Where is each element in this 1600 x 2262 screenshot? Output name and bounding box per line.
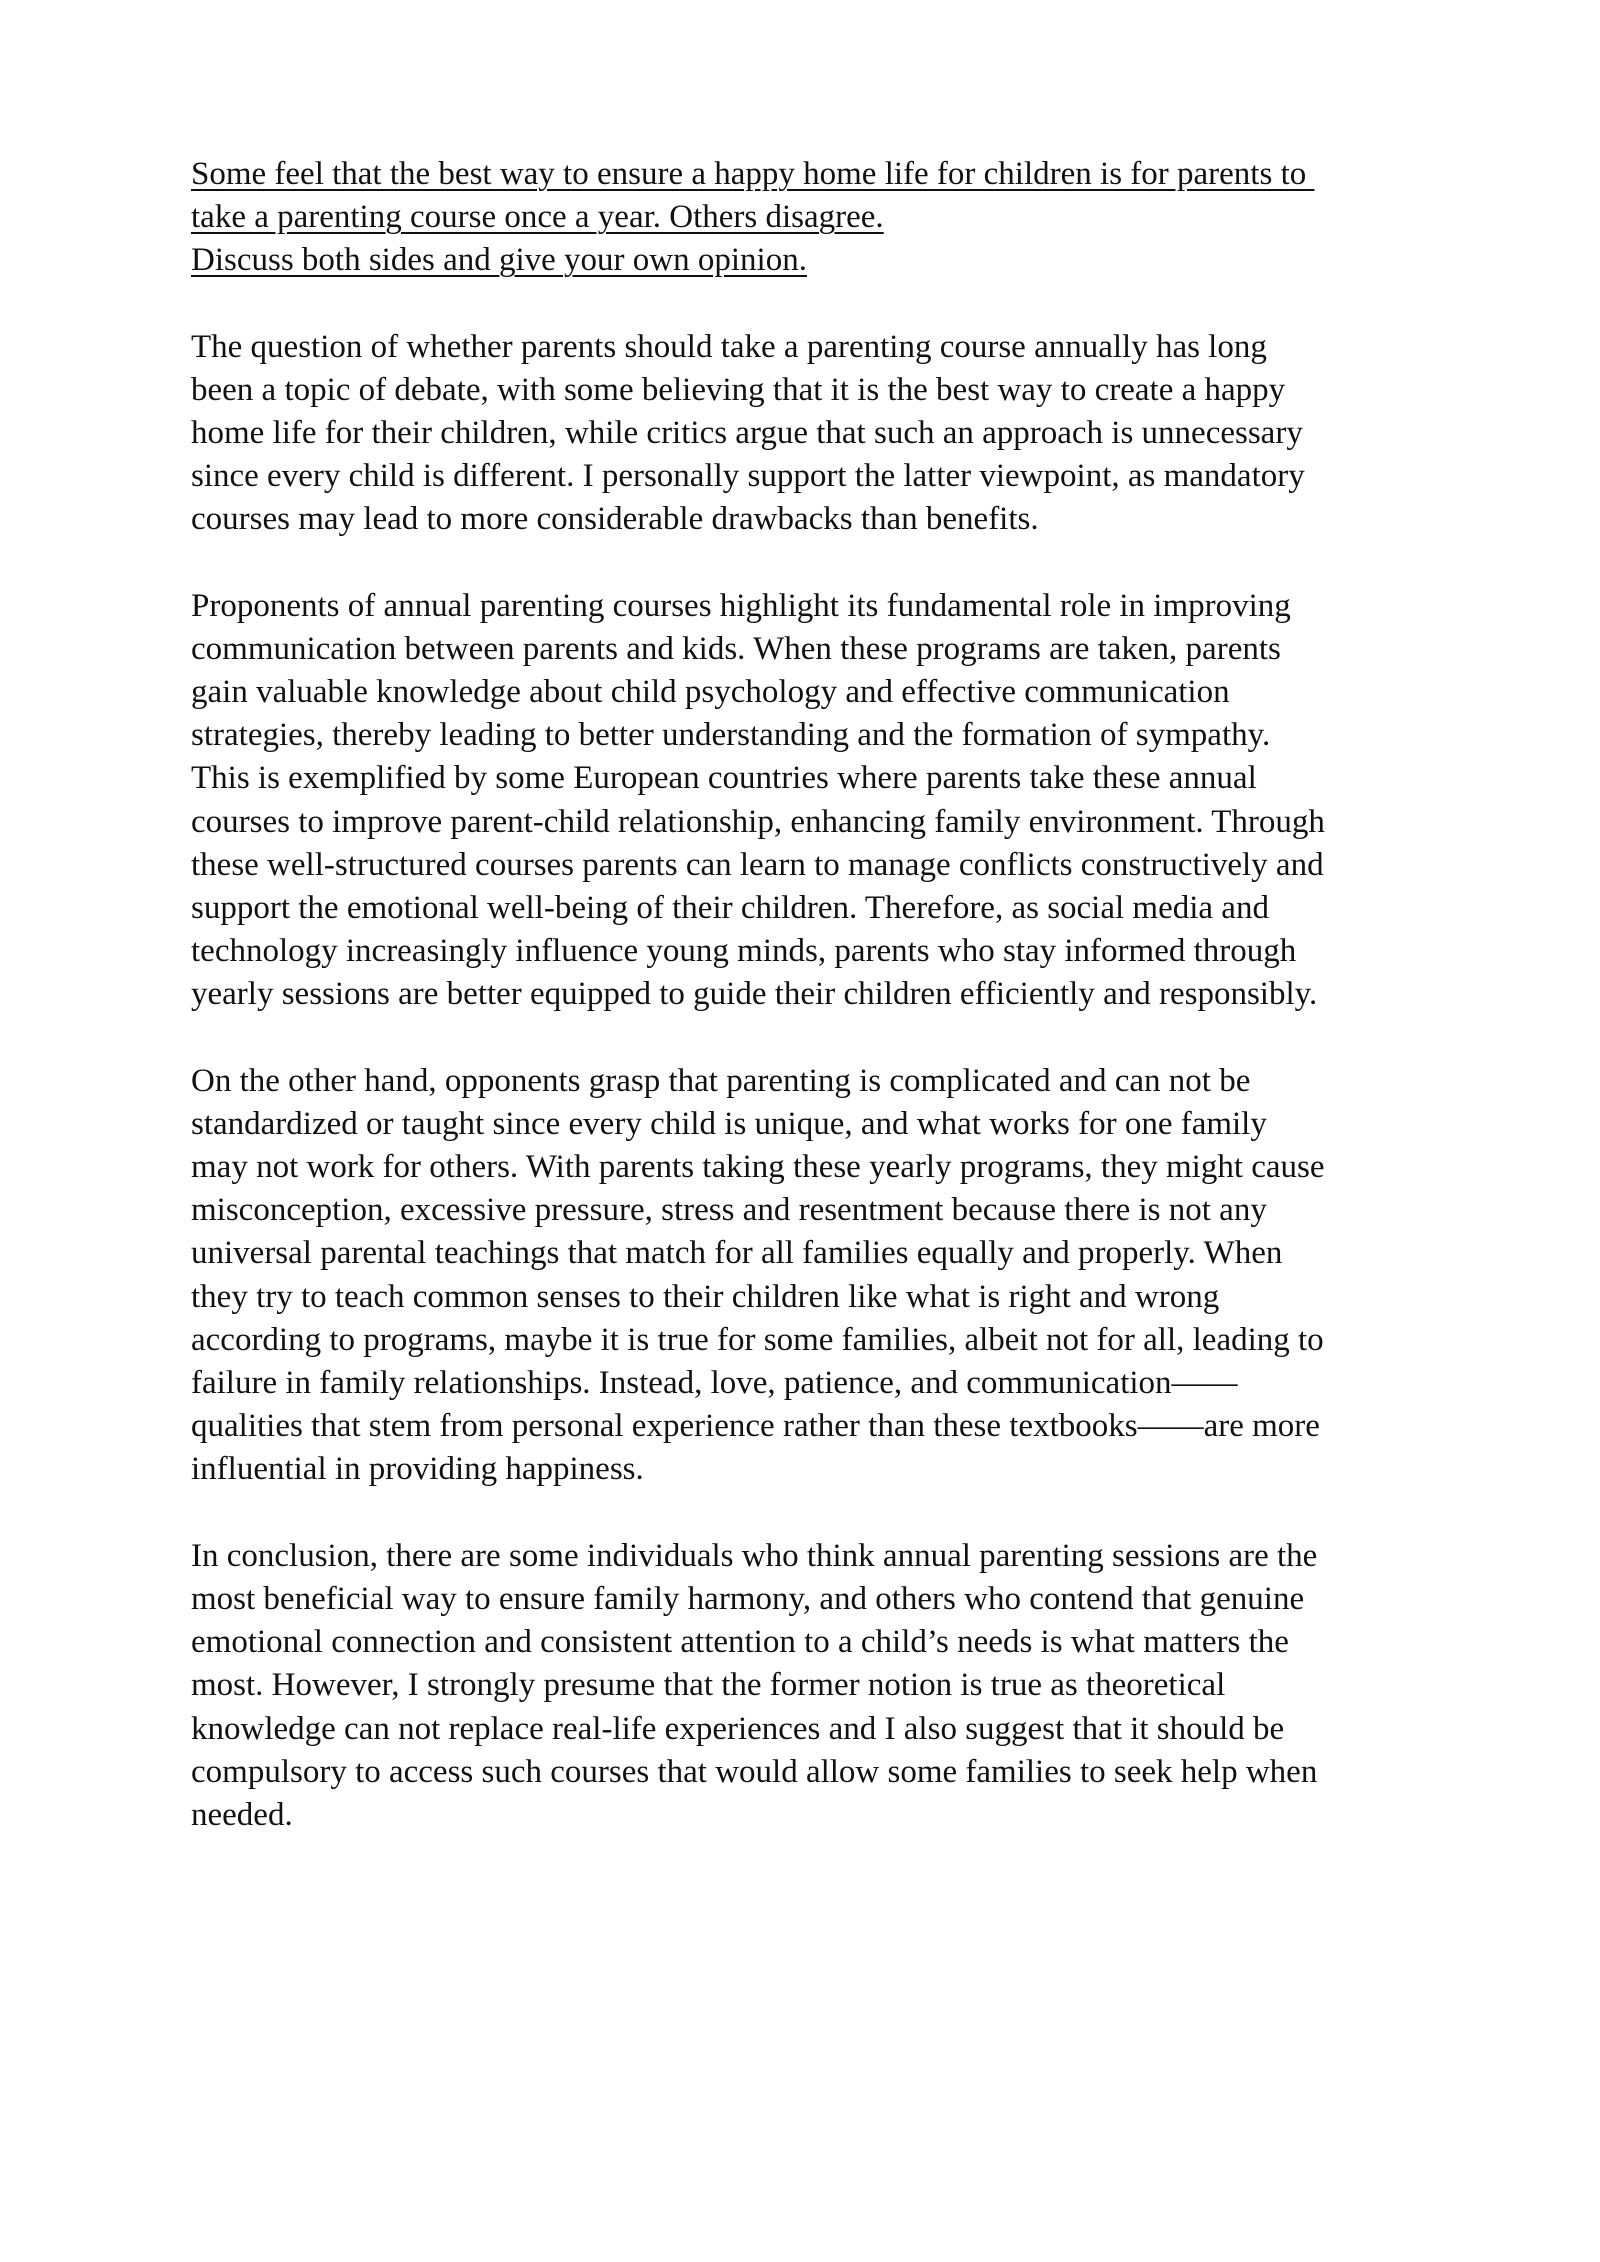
text-line: technology increasingly influence young minds, parents who stay informed through (191, 933, 1297, 970)
prompt-line: take a parenting course once a year. Others disagree. (191, 199, 884, 236)
paragraph-conclusion (191, 1535, 1491, 1837)
prompt-line: Discuss both sides and give your own opinion. (191, 242, 807, 279)
text-line: The question of whether parents should take a parenting course annually has long (191, 328, 1267, 365)
text-line: courses may lead to more considerable drawbacks than benefits. (191, 501, 1039, 538)
text-line: failure in family relationships. Instead, love, patience, and communication—— (191, 1365, 1238, 1402)
text-line: since every child is different. I personally support the latter viewpoint, as mandatory (191, 458, 1305, 495)
text-line: qualities that stem from personal experience rather than these textbooks——are more (191, 1408, 1320, 1445)
text-line: emotional connection and consistent attention to a child’s needs is what matters the (191, 1624, 1289, 1661)
text-line: standardized or taught since every child is unique, and what works for one family (191, 1105, 1267, 1142)
text-line: knowledge can not replace real-life experiences and I also suggest that it should be (191, 1710, 1285, 1747)
text-line: may not work for others. With parents taking these yearly programs, they might cause (191, 1149, 1325, 1186)
text-line: they try to teach common senses to their children like what is right and wrong (191, 1278, 1220, 1315)
text-line: communication between parents and kids. When these programs are taken, parents (191, 630, 1281, 667)
document-body (191, 153, 1491, 1880)
text-line: most. However, I strongly presume that the former notion is true as theoretical (191, 1667, 1226, 1704)
paragraph-introduction (191, 326, 1491, 542)
text-line: In conclusion, there are some individuals who think annual parenting sessions are the (191, 1537, 1318, 1574)
text-line: misconception, excessive pressure, stress and resentment because there is not any (191, 1192, 1267, 1229)
text-line: strategies, thereby leading to better understanding and the formation of sympathy. (191, 717, 1271, 754)
text-line: gain valuable knowledge about child psychology and effective communication (191, 674, 1230, 711)
text-line: influential in providing happiness. (191, 1451, 644, 1488)
text-line: compulsory to access such courses that would allow some families to seek help when (191, 1753, 1318, 1790)
text-line: On the other hand, opponents grasp that parenting is complicated and can not be (191, 1062, 1251, 1099)
text-line: yearly sessions are better equipped to guide their children efficiently and responsibly. (191, 976, 1318, 1013)
paragraph-proponents (191, 585, 1491, 1017)
text-line: most beneficial way to ensure family harmony, and others who contend that genuine (191, 1580, 1305, 1617)
text-line: support the emotional well-being of their children. Therefore, as social media and (191, 890, 1269, 927)
text-line: according to programs, maybe it is true for some families, albeit not for all, leading to (191, 1321, 1324, 1358)
prompt-line: Some feel that the best way to ensure a happy home life for children is for parents to (191, 156, 1315, 192)
text-line: needed. (191, 1796, 293, 1833)
text-line: these well-structured courses parents can learn to manage conflicts constructively and (191, 846, 1324, 883)
text-line: universal parental teachings that match for all families equally and properly. When (191, 1235, 1283, 1272)
text-line: This is exemplified by some European countries where parents take these annual (191, 760, 1257, 797)
text-line: courses to improve parent-child relationship, enhancing family environment. Through (191, 803, 1325, 840)
paragraph-opponents (191, 1060, 1491, 1492)
text-line: been a topic of debate, with some believing that it is the best way to create a happy (191, 371, 1286, 408)
text-line: Proponents of annual parenting courses highlight its fundamental role in improving (191, 587, 1291, 624)
essay-prompt (191, 153, 1491, 283)
text-line: home life for their children, while critics argue that such an approach is unnecessary (191, 415, 1303, 452)
